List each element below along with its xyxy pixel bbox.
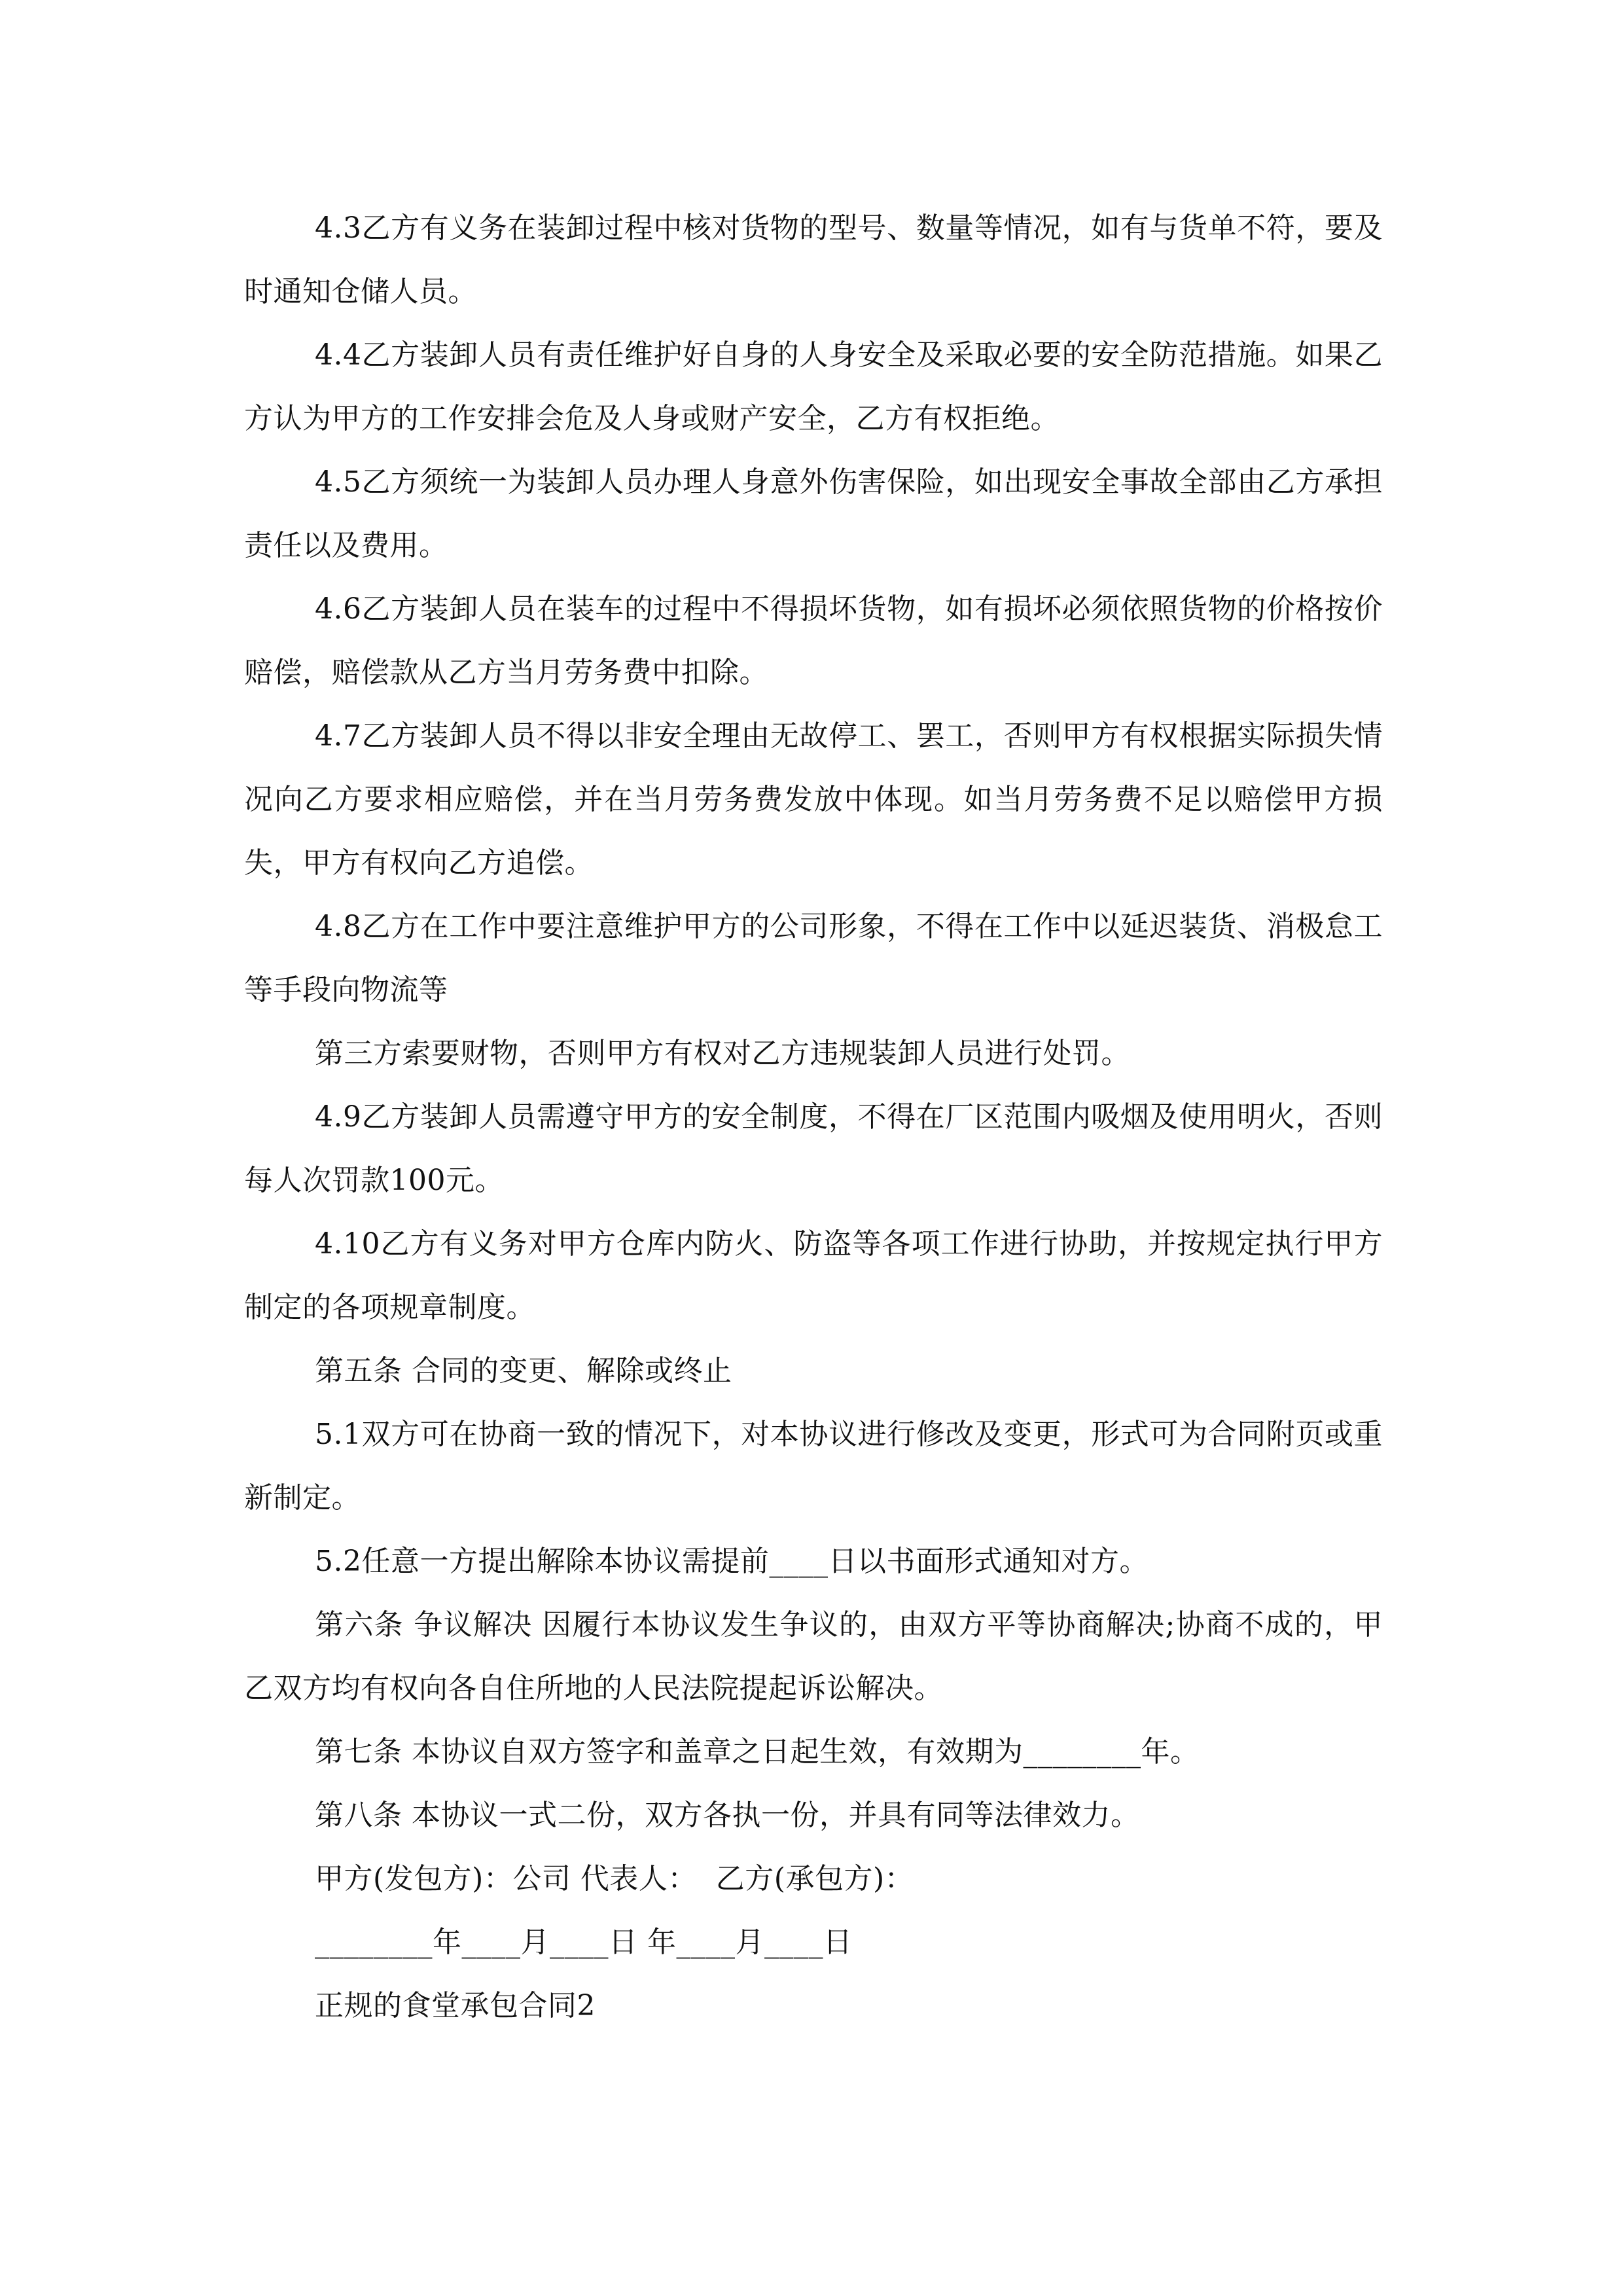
next-document-title: 正规的食堂承包合同2 <box>315 1989 596 2022</box>
article-8: 第八条 本协议一式二份，双方各执一份，并具有同等法律效力。 <box>315 1799 1140 1832</box>
clause-4-4: 4.4乙方装卸人员有责任维护好自身的人身安全及采取必要的安全防范措施。如果乙方认为甲方的工作安排会危及人身或财产安全，乙方有权拒绝。 <box>244 338 1383 435</box>
date-line: ________年____月____日 年____月____日 <box>315 1926 853 1959</box>
signature-line: 甲方(发包方)：公司 代表人： 乙方(承包方)： <box>315 1862 914 1895</box>
clause-5-1: 5.1双方可在协商一致的情况下，对本协议进行修改及变更，形式可为合同附页或重新制定。 <box>244 1418 1383 1515</box>
clause-4-8: 4.8乙方在工作中要注意维护甲方的公司形象，不得在工作中以延迟装货、消极怠工等手段向物流等 <box>244 910 1383 1007</box>
document-body <box>244 196 1383 2037</box>
clause-4-10: 4.10乙方有义务对甲方仓库内防火、防盗等各项工作进行协助，并按规定执行甲方制定的各项规章制度。 <box>244 1227 1383 1324</box>
clause-4-6: 4.6乙方装卸人员在装车的过程中不得损坏货物，如有损坏必须依照货物的价格按价赔偿，赔偿款从乙方当月劳务费中扣除。 <box>244 592 1383 689</box>
article-6: 第六条 争议解决 因履行本协议发生争议的，由双方平等协商解决;协商不成的，甲乙双方均有权向各自住所地的人民法院提起诉讼解决。 <box>244 1608 1383 1705</box>
clause-4-7: 4.7乙方装卸人员不得以非安全理由无故停工、罢工，否则甲方有权根据实际损失情况向乙方要求相应赔偿，并在当月劳务费发放中体现。如当月劳务费不足以赔偿甲方损失，甲方有权向乙方追偿。 <box>244 719 1383 880</box>
article-5-heading: 第五条 合同的变更、解除或终止 <box>315 1354 732 1388</box>
clause-4-3: 4.3乙方有义务在装卸过程中核对货物的型号、数量等情况，如有与货单不符，要及时通知仓储人员。 <box>244 211 1383 308</box>
article-7: 第七条 本协议自双方签字和盖章之日起生效，有效期为________年。 <box>315 1735 1200 1768</box>
clause-4-9: 4.9乙方装卸人员需遵守甲方的安全制度，不得在厂区范围内吸烟及使用明火，否则每人次罚款100元。 <box>244 1100 1383 1197</box>
clause-5-2: 5.2任意一方提出解除本协议需提前____日以书面形式通知对方。 <box>315 1545 1149 1578</box>
clause-4-5: 4.5乙方须统一为装卸人员办理人身意外伤害保险，如出现安全事故全部由乙方承担责任以及费用。 <box>244 465 1383 562</box>
clause-4-8-continued: 第三方索要财物，否则甲方有权对乙方违规装卸人员进行处罚。 <box>315 1037 1130 1070</box>
